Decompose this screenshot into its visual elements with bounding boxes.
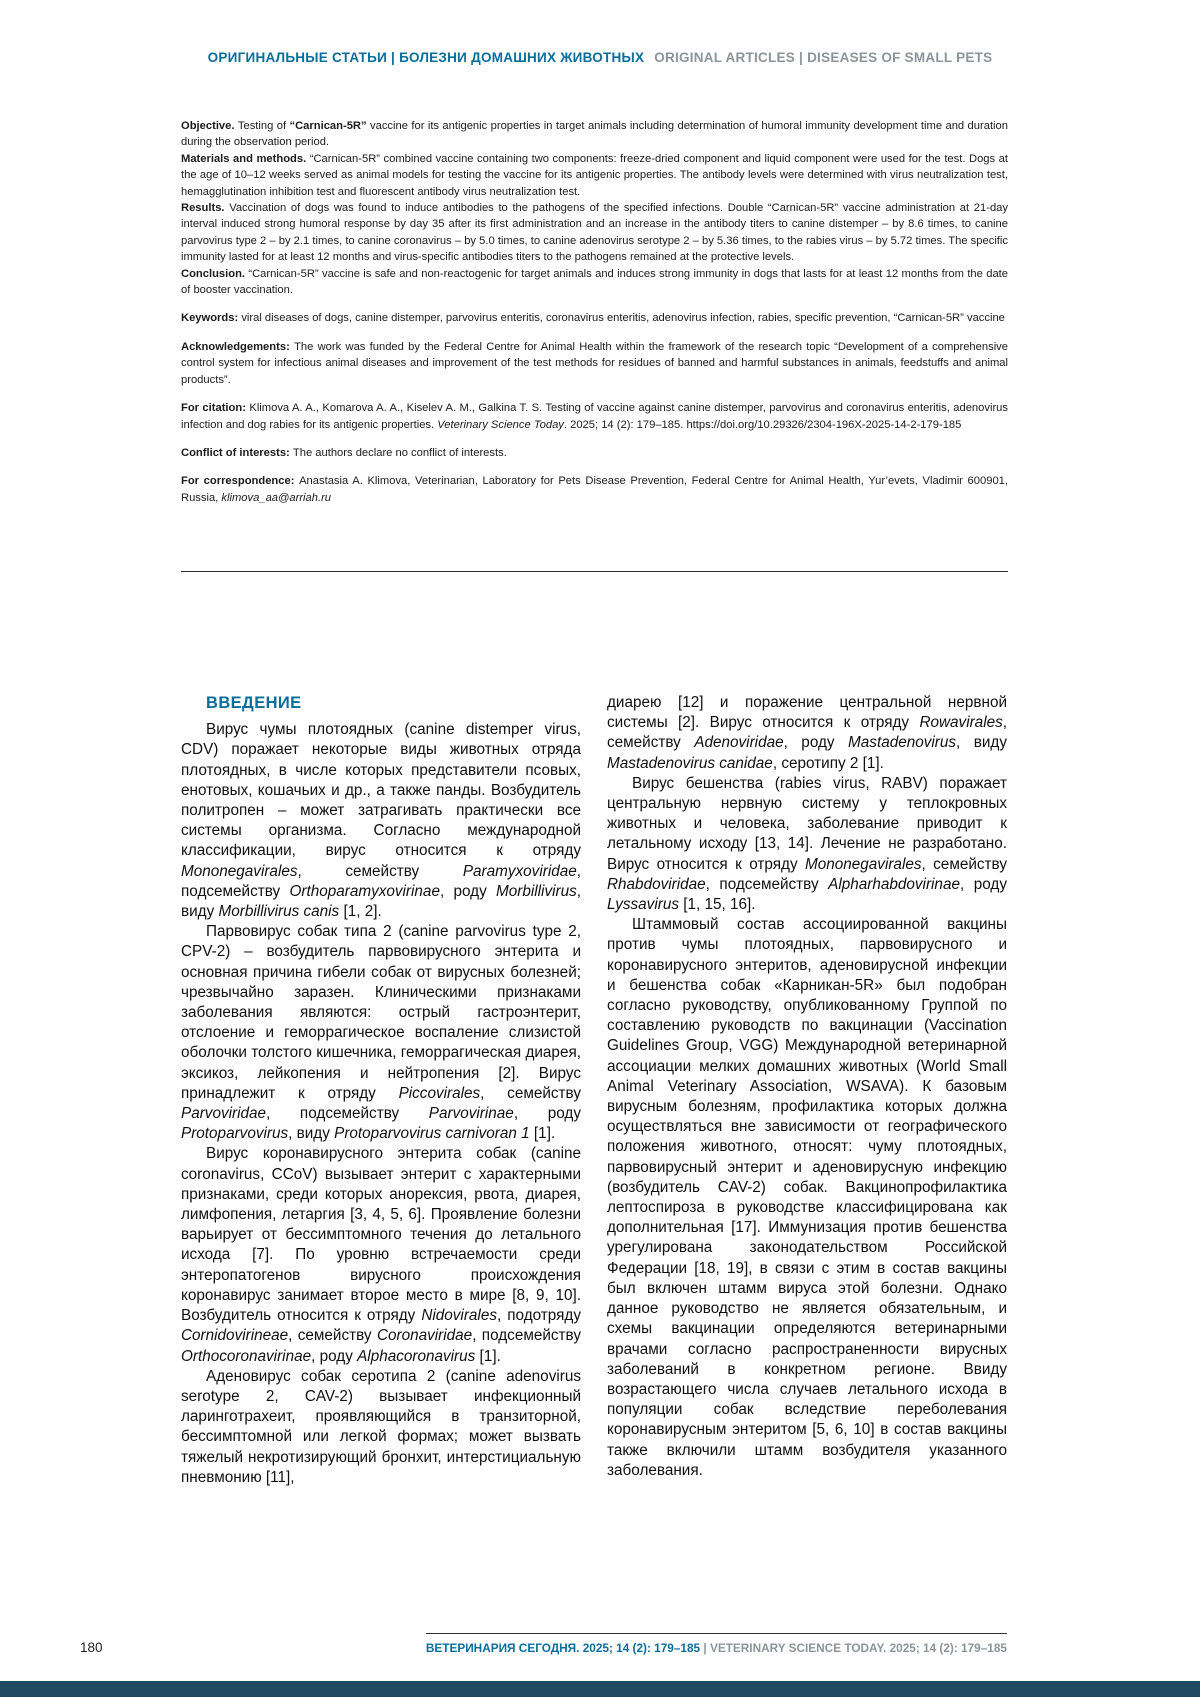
running-head xyxy=(0,50,1200,65)
text-run: Anastasia A. Klimova, Veterinarian, Laboratory for Pets Disease Prevention, Federal Centre for Animal Health, Yur’evets, Vladimir 600901, Russia, xyxy=(181,475,1008,504)
paragraph-label: Objective. xyxy=(181,120,238,132)
text-run: [1]. xyxy=(529,1125,556,1143)
paragraph xyxy=(181,473,1008,506)
page-number: 180 xyxy=(80,1640,103,1655)
text-run: , подсемейству xyxy=(705,875,829,893)
text-run: Protoparvovirus xyxy=(181,1125,289,1143)
section-divider xyxy=(181,571,1008,572)
paragraph xyxy=(181,200,1008,266)
introduction-heading: ВВЕДЕНИЕ xyxy=(206,694,302,712)
text-run: Orthocoronavirinae xyxy=(181,1347,312,1365)
text-run: Morbillivirus xyxy=(496,882,577,900)
text-run: Mastadenovirus xyxy=(848,734,957,752)
paragraph xyxy=(181,922,581,1144)
text-run: , роду xyxy=(439,882,496,900)
text-run: , подсемейству xyxy=(472,1327,582,1345)
paragraph xyxy=(607,774,1007,915)
text-run: Штаммовый состав ассоциированной вакцины против чумы плотоядных, парвовирусного и коронавирусного энтеритов, аденовирусной инфекции и бешенства собак «Карникан-5R» был подобран согласно руководству, опубликованному Группой по составлению руководств по вакцинации (Vaccination Guidelines Group, VGG) Международной ветеринарной ассоциации мелких домашних животных (World Small Animal Veterinary Association, WSAVA). К базовым вирусным болезням, профилактика которых должна осуществляться вне зависимости от географического положения животного, относят: чуму плотоядных, парвовирусный энтерит и аденовирусную инфекцию (возбудитель CAV-2) собак. Вакцинопрофилактика лептоспироза в руководстве классифицирована как дополнительная [17]. Иммунизация против бешенства урегулирована законодательством Российской Федерации [18, 19], в связи с этим в состав вакцины был включен штамм вируса этой болезни. Однако данное руководство не является обязательным, и схемы вакцинации определяются ветеринарными врачами согласно распространенности вирусных заболеваний в конкретном регионе. Ввиду возрастающего числа случаев летального исхода в популяции собак вследствие переболевания коронавирусным энтеритом [5, 6, 10] в состав вакцины также включили штамм возбудителя указанного заболевания. xyxy=(607,916,1007,1479)
paragraph-label: For citation: xyxy=(181,402,250,415)
text-run: Parvovirinae xyxy=(428,1105,514,1123)
text-run: Rowavirales xyxy=(919,714,1003,732)
paragraph xyxy=(181,118,1008,151)
paragraph-label: Conflict of interests: xyxy=(181,446,293,459)
text-run: Coronaviridae xyxy=(376,1327,473,1345)
text-run: Nidovirales xyxy=(421,1307,497,1325)
text-run: Вирус бешенства (rabies virus, RABV) поражает центральную нервную систему у теплокровных животных и человека, заболевание приводит к летальному исходу [13, 14]. Лечение не разработано. Вирус относится к отряду xyxy=(607,774,1007,873)
right-column-paragraphs xyxy=(607,693,1007,1481)
text-run: “Carnican-5R” vaccine is safe and non-reactogenic for target animals and induces strong immunity in dogs that lasts for at least 12 months from the date of booster vaccination. xyxy=(181,267,1009,297)
footer-citation-separator: | xyxy=(700,1641,710,1655)
footer-citation-en: VETERINARY SCIENCE TODAY. 2025; 14 (2): 179–185 xyxy=(709,1641,1007,1655)
text-run: [1]. xyxy=(475,1347,501,1365)
paragraph-label: For correspondence: xyxy=(181,475,300,488)
paragraph xyxy=(181,310,1008,326)
paragraph xyxy=(181,339,1008,388)
text-run: Alphacoronavirus xyxy=(357,1347,476,1365)
text-run: Cornidovirineae xyxy=(181,1327,289,1345)
text-run: vaccine for its antigenic properties in target animals including determination of humoral immunity development time and duration during the observation period. xyxy=(181,120,1008,149)
text-run: Orthoparamyxovirinae xyxy=(289,882,440,900)
text-run: , виду xyxy=(956,734,1007,752)
paragraph-label: Acknowledgements: xyxy=(181,340,295,353)
right-column xyxy=(607,693,1007,1488)
paragraph xyxy=(181,266,1008,299)
page-footer xyxy=(80,1633,1007,1655)
paragraph xyxy=(607,915,1007,1481)
text-run: , серотипу 2 [1]. xyxy=(772,754,884,772)
doi-link[interactable]: https://doi.org/10.29326/2304-196X-2025-14-2-179-185 xyxy=(686,418,962,431)
text-run: Parvoviridae xyxy=(181,1105,267,1123)
text-run: Mastadenovirus canidae xyxy=(607,754,773,772)
text-run: Vaccination of dogs was found to induce antibodies to the pathogens of the specified infections. Double “Carnican-5R” vaccine administration at 21-day interval induced strong humoral response by day 35 after its first administration and an increase in the antibody titers to canine distemper – by 8.6 times, to canine parvovirus type 2 – by 2.1 times, to canine coronavirus – by 5.0 times, to canine adenovirus serotype 2 – by 5.36 times, to the rabies virus – by 5.72 times. The specific immunity lasted for at least 12 months and virus-specific antibodies titers to the pathogens remained at the protective levels. xyxy=(181,202,1008,264)
paragraph xyxy=(607,693,1007,774)
text-run: Rhabdoviridae xyxy=(607,875,706,893)
text-run: . 2025; 14 (2): 179–185. xyxy=(563,418,687,431)
text-run: , семейству xyxy=(921,855,1007,873)
text-run: Protoparvovirus carnivoran 1 xyxy=(334,1125,530,1143)
text-run: Mononegavirales xyxy=(181,862,298,880)
paragraph-label: Results. xyxy=(181,202,230,215)
introduction-section xyxy=(181,693,1008,1488)
text-run: , семейству xyxy=(480,1084,581,1102)
text-run: Аденовирус собак серотипа 2 (canine adenovirus serotype 2, CAV-2) вызывает инфекционный ларинготрахеит, проявляющийся в транзиторной, бессимптомной или легкой формах; может вызвать тяжелый некротизирующий бронхит, интерстициальную пневмонию [11], xyxy=(181,1367,581,1486)
text-run: The authors declare no conflict of interests. xyxy=(292,446,507,459)
text-run: , виду xyxy=(181,882,581,921)
bottom-color-bar xyxy=(0,1681,1200,1697)
left-column-paragraphs xyxy=(181,720,581,1488)
text-run: Morbillivirus canis xyxy=(218,903,340,921)
text-run: Mononegavirales xyxy=(805,855,922,873)
paragraph xyxy=(181,151,1008,200)
text-run: Adenoviridae xyxy=(694,734,784,752)
paragraph xyxy=(181,400,1008,433)
text-run: , семейству xyxy=(607,714,1007,752)
text-run: Вирус коронавирусного энтерита собак (canine coronavirus, CCoV) вызывает энтерит с характерными признаками, среди которых анорексия, рвота, диарея, лимфопения, летаргия [3, 4, 5, 6]. Проявление болезни варьирует от бессимптомного течения до летального исхода [7]. По уровню встречаемости среди энтеропатогенов вирусного происхождения коронавирус занимает второе место в мире [8, 9, 10]. Возбудитель относится к отряду xyxy=(181,1145,581,1325)
paragraph xyxy=(181,1367,581,1488)
text-run: , подотряду xyxy=(496,1307,581,1325)
text-run: , подсемейству xyxy=(181,862,581,900)
paragraph xyxy=(181,1144,581,1366)
text-run: , виду xyxy=(288,1125,335,1143)
email-link[interactable]: klimova_aa@arriah.ru xyxy=(221,491,332,504)
text-run: диарею [12] и поражение центральной нервной системы [2]. Вирус относится к отряду xyxy=(607,694,1007,732)
left-column xyxy=(181,693,581,1488)
text-run: Testing of xyxy=(237,120,290,132)
paragraph-label: Conclusion. xyxy=(181,267,249,280)
text-run: Вирус чумы плотоядных (canine distemper virus, CDV) поражает некоторые виды животных отряда плотоядных, в числе которых представители псовых, енотовых, кошачьих и др., а также панды. Возбудитель политропен – может затрагивать практически все системы организма. Согласно международной классификации, вирус относится к отряду xyxy=(181,721,581,860)
footer-citation xyxy=(426,1633,1007,1655)
text-run: Piccovirales xyxy=(398,1084,481,1102)
paragraph xyxy=(181,445,1008,461)
text-run: , семейству xyxy=(288,1327,377,1345)
abstract-meta xyxy=(181,310,1008,506)
text-run: viral diseases of dogs, canine distemper, parvovirus enteritis, coronavirus enteritis, adenovirus infection, rabies, specific prevention, “Carnican-5R” vaccine xyxy=(241,312,1005,325)
running-head-ru: ОРИГИНАЛЬНЫЕ СТАТЬИ | БОЛЕЗНИ ДОМАШНИХ ЖИВОТНЫХ xyxy=(207,50,645,65)
text-run: The work was funded by the Federal Centre for Animal Health within the framework of the research topic “Development of a comprehensive control system for infectious animal diseases and improvement of the test methods for residues of banned and harmful substances in animals, feedstuffs and animal products”. xyxy=(181,340,1008,386)
text-run: , роду xyxy=(783,734,849,752)
paragraph xyxy=(181,720,581,922)
text-run: “Carnican-5R” xyxy=(289,120,367,132)
paragraph-label: Keywords: xyxy=(181,312,242,325)
footer-citation-ru: ВЕТЕРИНАРИЯ СЕГОДНЯ. 2025; 14 (2): 179–185 xyxy=(425,1641,701,1655)
text-run: Veterinary Science Today xyxy=(437,418,564,431)
text-run: , роду xyxy=(959,875,1007,893)
paragraph-label: Materials and methods. xyxy=(181,152,310,165)
text-run: [1, 2]. xyxy=(339,903,382,921)
text-run: “Carnican-5R” combined vaccine containing two components: freeze-dried component and liquid component were used for the test. Dogs at the age of 10–12 weeks served as animal models for testing the vaccine for its antigenic properties. The antibody levels were determined with virus neutralization test, hemagglutination inhibition test and fluorescent antibody virus neutralization test. xyxy=(181,152,1008,198)
text-run: Lyssavirus xyxy=(607,896,679,914)
text-run: Парвовирус собак типа 2 (canine parvovirus type 2, CPV-2) – возбудитель парвовирусного энтерита и основная причина гибели собак от вирусных болезней; чрезвычайно заразен. Клиническими признаками заболевания являются: острый гастроэнтерит, отслоение и геморрагическое воспаление слизистой оболочки толстого кишечника, геморрагическая диарея, эксикоз, лейкопения и нейтропения [2]. Вирус принадлежит к отряду xyxy=(181,923,581,1102)
text-run: , семейству xyxy=(297,862,463,880)
running-head-en: ORIGINAL ARTICLES | DISEASES OF SMALL PETS xyxy=(654,50,993,65)
text-run: Klimova A. A., Komarova A. A., Kiselev A. M., Galkina T. S. Testing of vaccine against canine distemper, parvovirus and coronavirus enteritis, adenovirus infection and dog rabies for its antigenic properties. xyxy=(181,402,1008,431)
abstract-section xyxy=(181,118,1008,506)
text-run: , роду xyxy=(513,1105,581,1123)
abstract-body xyxy=(181,118,1008,298)
text-run: , подсемейству xyxy=(266,1105,429,1123)
text-run: Alpharhabdovirinae xyxy=(828,875,960,893)
text-run: , роду xyxy=(311,1347,358,1365)
text-run: [1, 15, 16]. xyxy=(678,896,756,914)
text-run: Paramyxoviridae xyxy=(462,862,577,880)
